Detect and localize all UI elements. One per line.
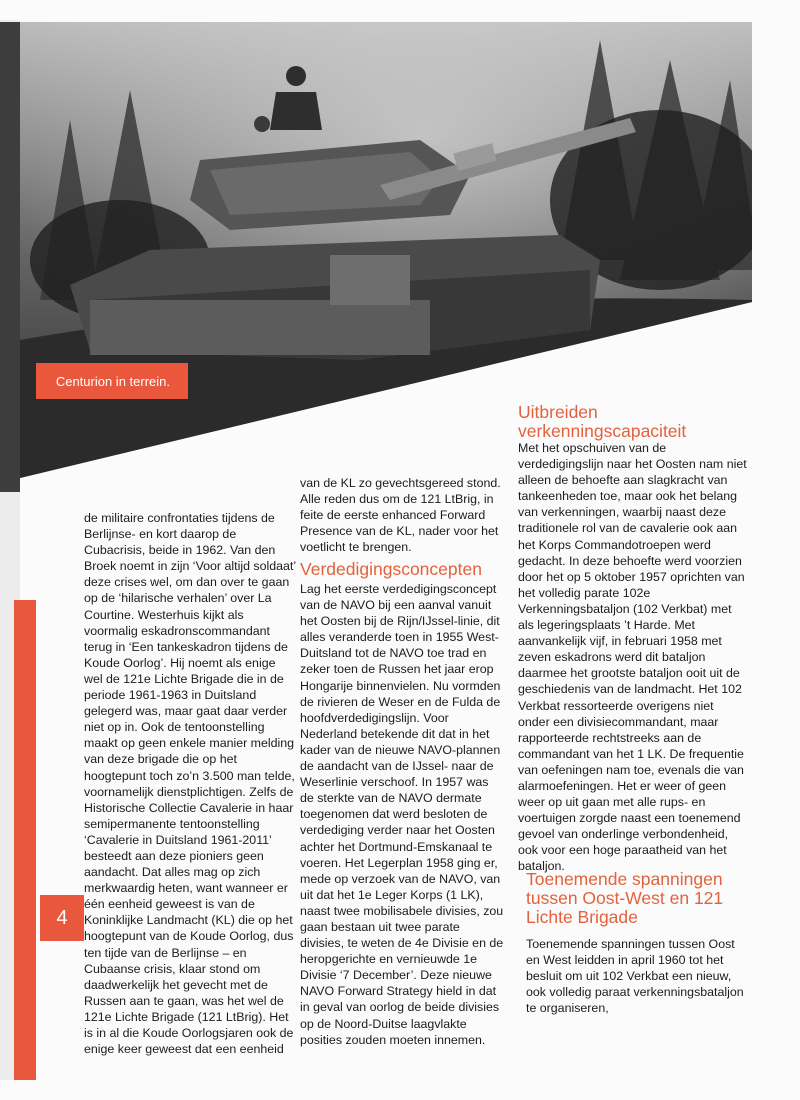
column-3-body-2 (526, 936, 748, 1016)
heading-verdedigingsconcepten: Verdedigingsconcepten (300, 559, 482, 579)
column-2 (300, 475, 505, 555)
column-3-text-1: Met het opschuiven van de verdedigingslijn naar het Oosten nam niet alleen de behoefte aan slagkracht van tankeenheden toe, maar ook het belang van verkenningen, waarbij naast deze traditionele rol van de cavalerie ook aan het Korps Commandotroepen werd gedacht. In deze behoefte werd voorzien door het op 5 oktober 1957 oprichten van het volledig parate 102e Verkenningsbataljon (102 Verkbat) met als legeringsplaats ’t Harde. Met aanvankelijk vijf, in februari 1958 met zeven eskadrons werd dit bataljon daarmee het grootste bataljon ooit uit de geschiedenis van de landmacht. Het 102 Verkbat ressorteerde overigens niet onder een divisiecommandant, maar rapporteerde rechtstreeks aan de commandant van het 1 LK. De frequentie van oefeningen nam toe, evenals die van alarmoefeningen. Het er weer of geen weer op uit gaan met alle rups- en voertuigen zorgde naast een toenemend gevoel van onderlinge verbondenheid, ook voor een hoge paraatheid van het bataljon. (518, 441, 747, 874)
column-2-intro: van de KL zo gevechtsgereed stond. Alle reden dus om de 121 LtBrig, in feite de eerste enhanced Forward Presence van de KL, nader voor het voetlicht te brengen. (300, 476, 501, 555)
column-2-body (300, 581, 505, 1048)
heading-toenemende-spanningen: Toenemende spanningen tussen Oost-West en 121 Lichte Brigade (526, 869, 724, 927)
accent-bar (14, 600, 36, 1080)
column-2-text: Lag het eerste verdedigingsconcept van de NAVO bij een aanval vanuit het Oosten bij de Rijn/IJssel-linie, dit alles veranderde toen in 1955 West-Duitsland tot de NAVO toe trad en zeker toen de Russen het jaar erop Hongarije binnenvielen. Nu vormden de rivieren de Weser en de Fulda de hoofdverdedigingslijn. Voor Nederland betekende dit dat in het kader van de nieuwe NAVO-plannen de aandacht van de IJssel- naar de Weserlinie verschoof. In 1957 was de sterkte van de NAVO dermate toegenomen dat werd besloten de verdediging verder naar het Oosten achter het Dortmund-Emskanaal te voeren. Het Legerplan 1958 ging er, mede op verzoek van de NAVO, van uit dat het 1e Leger Korps (1 LK), naast twee mobilisabele divisies, zou gaan bestaan uit twee parate divisies, te weten de 4e Divisie en de heropgerichte en vernieuwde 1e Divisie ‘7 December’. Deze nieuwe NAVO Forward Strategy hield in dat in geval van oorlog de beide divisies op de Noord-Duitse laagvlakte posities zouden moeten innemen. (300, 582, 504, 1047)
heading-uitbreiden: Uitbreiden verkenningscapaciteit (518, 402, 687, 441)
column-3-body (518, 440, 748, 875)
photo-caption: Centurion in terrein. (36, 363, 188, 399)
column-1 (84, 510, 296, 1057)
column-3-text-2: Toenemende spanningen tussen Oost en West leidden in april 1960 tot het besluit om uit 102 Verkbat een nieuw, ook volledig paraat verkenningsbataljon te organiseren, (526, 937, 744, 1016)
column-1-text: de militaire confrontaties tijdens de Berlijnse- en kort daarop de Cubacrisis, beide in 1962. Van den Broek noemt in zijn ‘Voor altijd soldaat’ deze crises wel, om dan over te gaan op de ‘hilarische verhalen’ over La Courtine. Westerhuis kijkt als voormalig eskadronscommandant terug in ‘Een tankeskadron tijdens de Koude Oorlog’. Hij noemt als enige wel de 121e Lichte Brigade die in de periode 1961-1963 in Duitsland gelegerd was, maar gaat daar verder niet op in. Ook de tentoonstelling maakt op geen enkele manier melding van deze brigade die op het hoogtepunt toch zo’n 3.500 man telde, voornamelijk dienstplichtigen. Zelfs de Historische Collectie Cavalerie in haar semipermanente tentoonstelling ‘Cavalerie in Duitsland 1961-2011’ besteedt aan deze pioniers geen aandacht. Dat alles mag op zich merkwaardig heten, want wanneer er één eenheid geweest is van de Koninklijke Landmacht (KL) die op het hoogtepunt van de Koude Oorlog, dus ten tijde van de Berlijnse – en Cubaanse crisis, klaar stond om daadwerkelijk het gevecht met de Russen aan te gaan, was het wel de 121e Lichte Brigade (121 LtBrig). Het is in al die Koude Oorlogsjaren ook de enige keer geweest dat een eenheid (84, 511, 296, 1057)
page-number: 4 (40, 895, 84, 941)
